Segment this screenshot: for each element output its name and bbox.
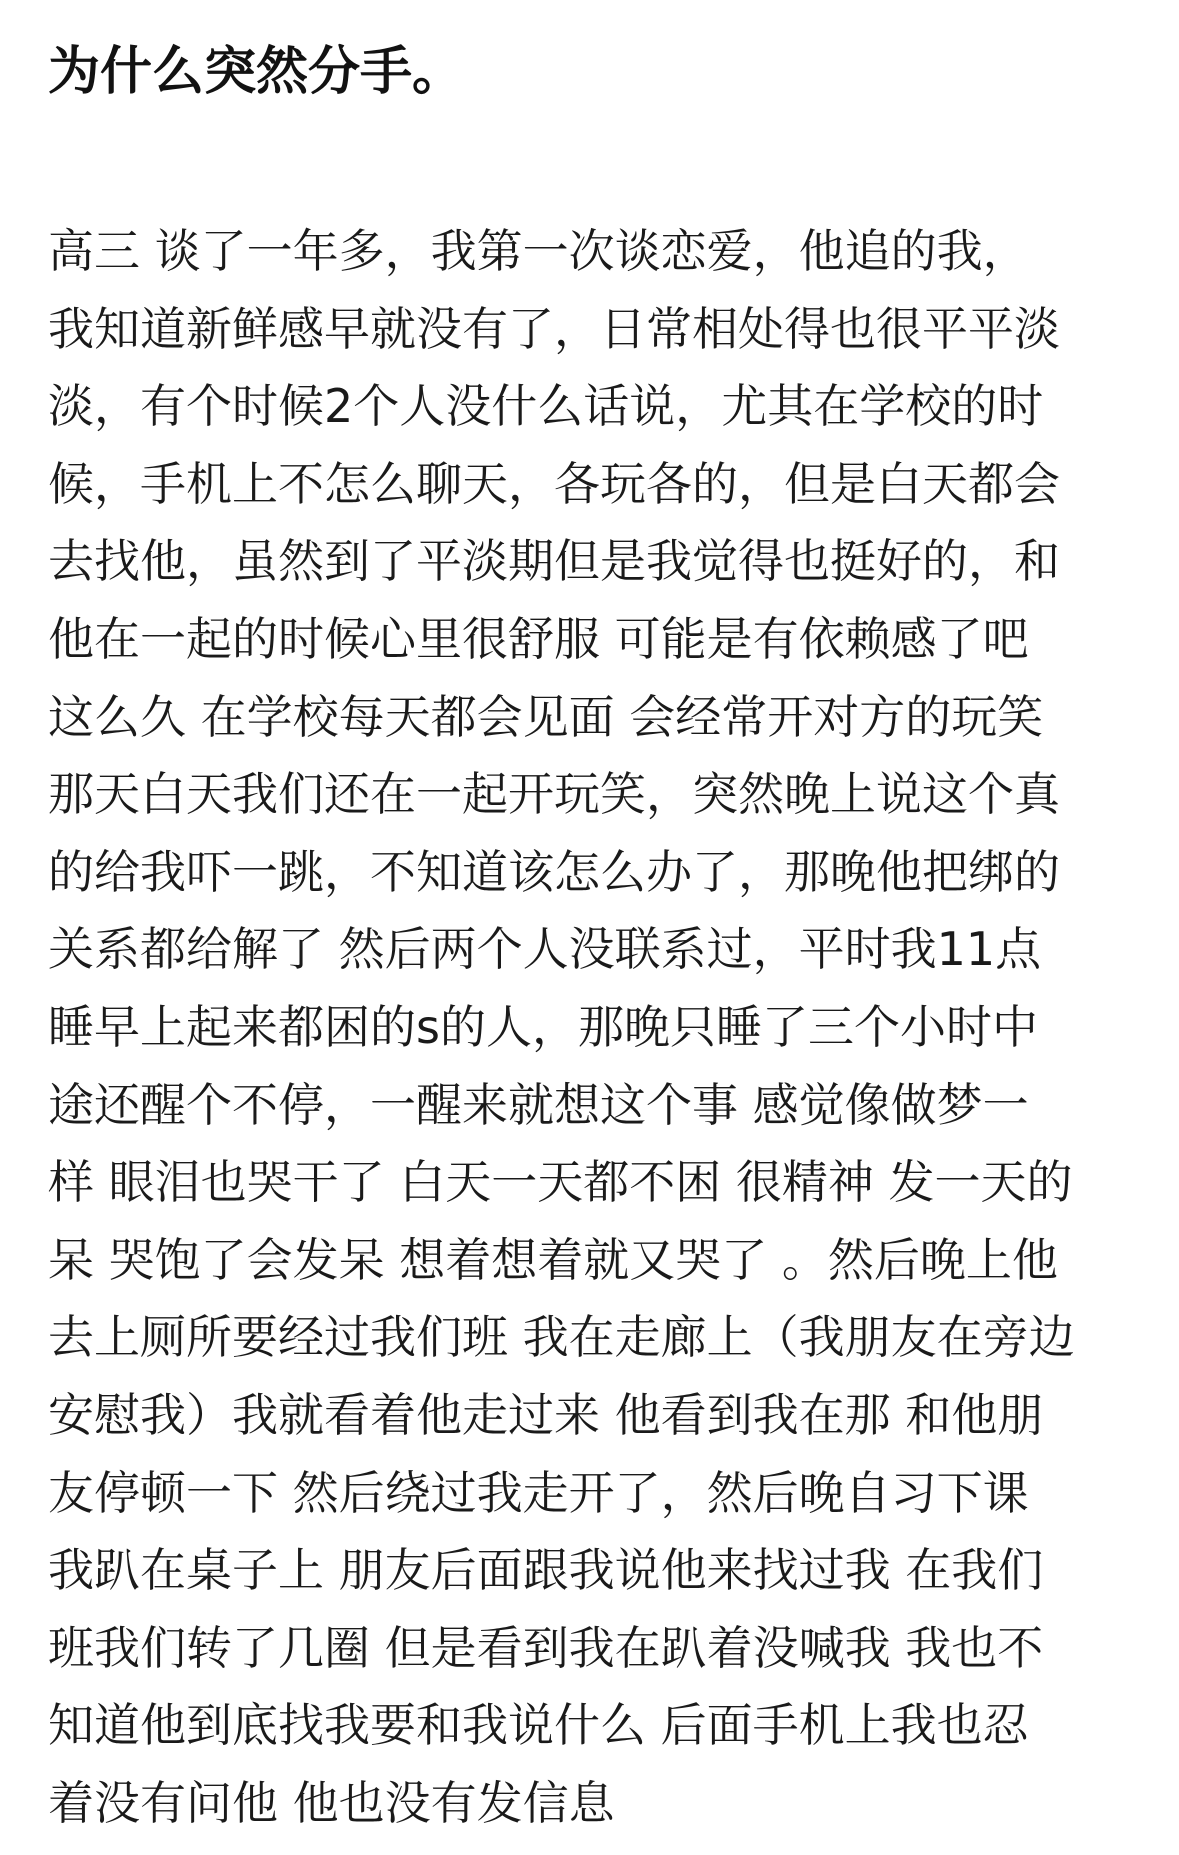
post-line: 那天白天我们还在一起开玩笑，突然晚上说这个真 <box>48 767 1060 822</box>
post-line: 去找他，虽然到了平淡期但是我觉得也挺好的，和 <box>48 534 1060 589</box>
post-line: 呆 哭饱了会发呆 想着想着就又哭了 。然后晚上他 <box>48 1232 1058 1287</box>
post-line: 关系都给解了 然后两个人没联系过，平时我11点 <box>48 922 1042 977</box>
post-line: 淡，有个时候2个人没什么话说，尤其在学校的时 <box>48 379 1044 434</box>
post-line: 的给我吓一跳，不知道该怎么办了，那晚他把绑的 <box>48 844 1060 899</box>
post-line: 着没有问他 他也没有发信息 <box>48 1775 615 1830</box>
post-line: 安慰我）我就看着他走过来 他看到我在那 和他朋 <box>48 1387 1044 1442</box>
post-line: 去上厕所要经过我们班 我在走廊上（我朋友在旁边 <box>48 1310 1075 1365</box>
post-title: 为什么突然分手。 <box>48 42 465 102</box>
post-line: 友停顿一下 然后绕过我走开了，然后晚自习下课 <box>48 1465 1029 1520</box>
post-body <box>48 213 1131 1842</box>
post-line: 班我们转了几圈 但是看到我在趴着没喊我 我也不 <box>48 1620 1044 1675</box>
post-line: 高三 谈了一年多，我第一次谈恋爱，他追的我， <box>48 224 1029 278</box>
post-line: 途还醒个不停，一醒来就想这个事 感觉像做梦一 <box>48 1077 1029 1132</box>
post-line: 我趴在桌子上 朋友后面跟我说他来找过我 在我们 <box>48 1543 1044 1598</box>
post-line: 知道他到底找我要和我说什么 后面手机上我也忍 <box>48 1698 1029 1753</box>
post-line: 睡早上起来都困的s的人，那晚只睡了三个小时中 <box>48 999 1038 1054</box>
post-line: 他在一起的时候心里很舒服 可能是有依赖感了吧 <box>48 611 1029 666</box>
post-line: 我知道新鲜感早就没有了，日常相处得也很平平淡 <box>48 301 1060 356</box>
post-line: 样 眼泪也哭干了 白天一天都不困 很精神 发一天的 <box>48 1155 1073 1210</box>
post-line: 这么久 在学校每天都会见面 会经常开对方的玩笑 <box>48 689 1044 744</box>
post-line: 候，手机上不怎么聊天，各玩各的，但是白天都会 <box>48 456 1060 511</box>
